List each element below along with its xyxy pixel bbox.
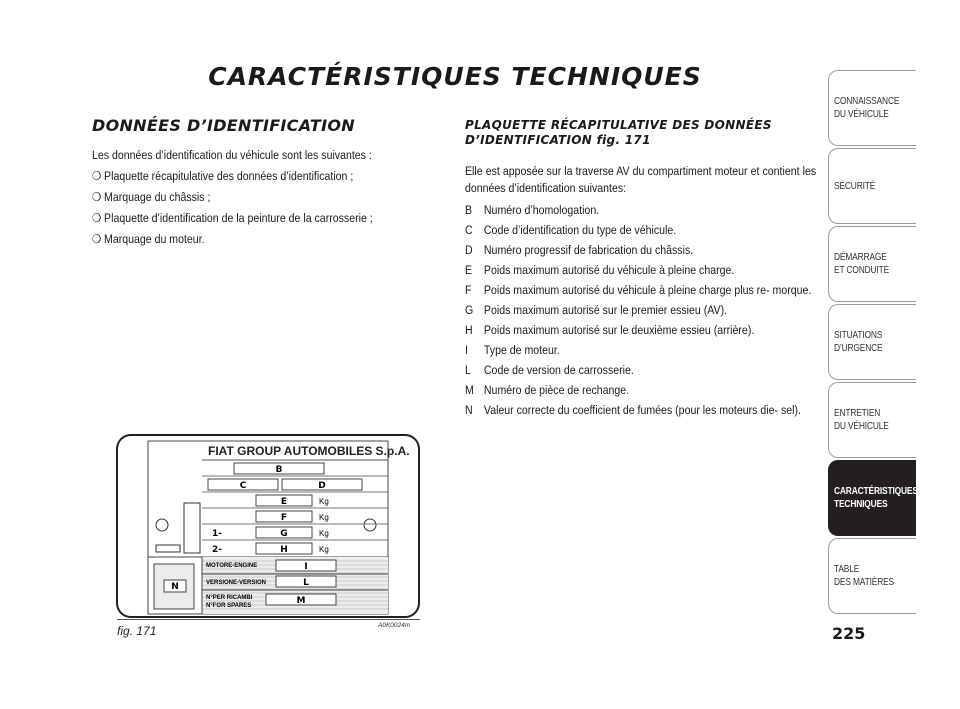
identification-list: [92, 168, 437, 248]
list-item: D Numéro progressif de fabrication du châssis.: [465, 243, 694, 257]
identification-plate-figure: [116, 433, 420, 619]
subsection-intro: Elle est apposée sur la traverse AV du compartiment moteur et contient les données d’identification suivantes:: [465, 164, 817, 195]
list-item: H Poids maximum autorisé sur le deuxième essieu (arrière).: [465, 323, 755, 337]
identification-section: [92, 116, 437, 252]
list-item: E Poids maximum autorisé du véhicule à pleine charge.: [465, 263, 735, 277]
tab-urgence[interactable]: SITUATIONS D’URGENCE: [828, 304, 916, 380]
tab-table-matieres[interactable]: TABLE DES MATIÈRES: [828, 538, 916, 614]
plate-version-label: VERSIONE-VERSION: [206, 580, 267, 586]
bullet-icon: ❍: [92, 232, 102, 246]
bullet-icon: ❍: [92, 211, 102, 225]
list-item: F Poids maximum autorisé du véhicule à pleine charge plus re- morque.: [465, 283, 812, 297]
plate-field-e: E: [280, 497, 288, 507]
plate-maker: FIAT GROUP AUTOMOBILES S.p.A.: [208, 444, 410, 458]
figure-caption-rule: [117, 619, 420, 620]
list-item: N Valeur correcte du coefficient de fumées (pour les moteurs die- sel).: [465, 403, 801, 417]
plate-field-f: F: [280, 513, 288, 523]
list-item: G Poids maximum autorisé sur le premier essieu (AV).: [465, 303, 728, 317]
plate-data-list: [465, 202, 817, 418]
plate-field-g: G: [280, 529, 288, 539]
plate-spares-label: N°FOR SPARES: [206, 603, 252, 609]
figure-code: A0K0024m: [378, 622, 411, 629]
plate-unit: Kg: [319, 545, 329, 554]
figure-label: fig. 171: [117, 624, 157, 638]
bullet-icon: ❍: [92, 190, 102, 204]
list-item: ❍ Plaquette récapitulative des données d’identification ;: [92, 169, 354, 183]
plate-tab: [156, 545, 180, 552]
tab-demarrage[interactable]: DÉMARRAGE ET CONDUITE: [828, 226, 916, 302]
plate-axle-2: 2-: [212, 545, 222, 555]
plate-field-m: M: [296, 596, 306, 606]
plate-field-b: B: [275, 465, 283, 475]
subsection-heading: PLAQUETTE RÉCAPITULATIVE DES DONNÉES D’IDENTIFICATION fig. 171: [465, 118, 772, 147]
plate-field-d: D: [318, 481, 326, 491]
plate-field-i: I: [304, 562, 308, 572]
bullet-icon: ❍: [92, 169, 102, 183]
tab-securite[interactable]: SÉCURITÉ: [828, 148, 916, 224]
plate-axle-1: 1-: [212, 529, 222, 539]
plate-unit: Kg: [319, 497, 329, 506]
list-item: L Code de version de carrosserie.: [465, 363, 634, 377]
list-item: ❍ Marquage du moteur.: [92, 232, 205, 246]
section-heading: DONNÉES D’IDENTIFICATION: [92, 116, 355, 135]
list-item: I Type de moteur.: [465, 343, 560, 357]
plate-field-h: H: [280, 545, 288, 555]
list-item: M Numéro de pièce de rechange.: [465, 383, 630, 397]
plate-section: [465, 118, 817, 422]
tab-entretien[interactable]: ENTRETIEN DU VÉHICULE: [828, 382, 916, 458]
page-number: 225: [832, 624, 866, 643]
plate-field-l: L: [303, 578, 309, 588]
plate-field-n: N: [171, 582, 179, 592]
plate-slot: [184, 503, 200, 553]
list-item: B Numéro d’homologation.: [465, 203, 600, 217]
rivet-left-icon: [156, 519, 168, 531]
plate-spares-label: N°PER RICAMBI: [206, 595, 253, 601]
tab-connaissance[interactable]: CONNAISSANCE DU VÉHICULE: [828, 70, 916, 146]
plate-engine-label: MOTORE-ENGINE: [206, 563, 258, 569]
chapter-tabs: [828, 70, 916, 616]
rivet-right-icon: [364, 519, 376, 531]
plate-unit: Kg: [319, 529, 329, 538]
plate-field-c: C: [239, 481, 247, 491]
page-title: CARACTÉRISTIQUES TECHNIQUES: [208, 62, 702, 91]
list-item: ❍ Marquage du châssis ;: [92, 190, 211, 204]
list-item: C Code d’identification du type de véhicule.: [465, 223, 677, 237]
tab-caracteristiques[interactable]: CARACTÉRISTIQUES TECHNIQUES: [828, 460, 916, 536]
list-item: ❍ Plaquette d’identification de la peinture de la carrosserie ;: [92, 211, 373, 225]
plate-unit: Kg: [319, 513, 329, 522]
section-intro: Les données d’identification du véhicule sont les suivantes :: [92, 148, 372, 162]
